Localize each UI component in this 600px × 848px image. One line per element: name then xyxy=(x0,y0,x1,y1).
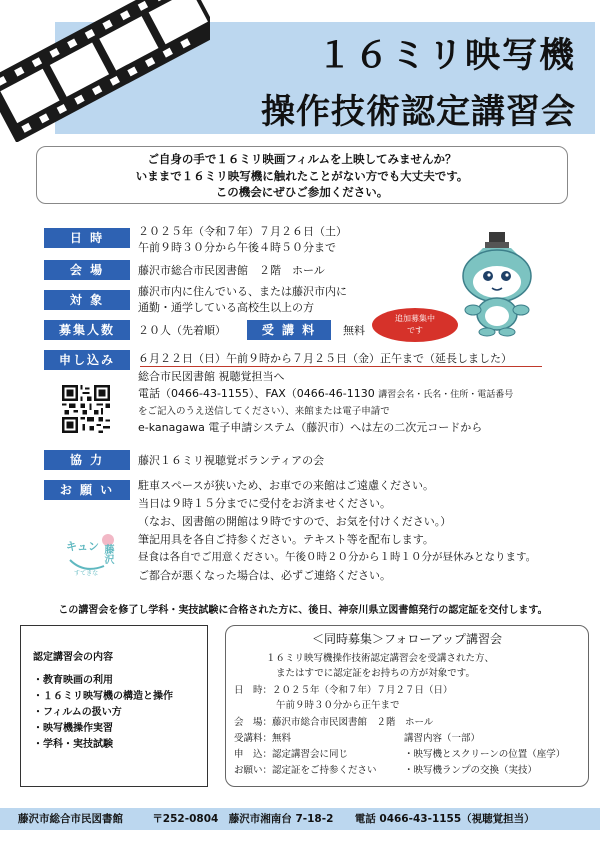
apply-line5: e-kanagawa 電子申請システム（藤沢市）へは左の二次元コードから xyxy=(138,421,483,434)
apply-line3 xyxy=(138,386,513,403)
fee-text: 無料 xyxy=(343,324,365,337)
request-line: （なお、図書館の開館は９時ですので、お気を付けください。） xyxy=(138,515,452,528)
venue-text: 藤沢市総合市民図書館 ２階 ホール xyxy=(138,264,325,277)
apply-line3-main: 電話（0466-43-1155）、FAX（0466-46-1130 xyxy=(138,387,375,400)
label-capacity: 募集人数 xyxy=(44,320,130,340)
intro-box xyxy=(36,146,568,204)
qr-code-icon[interactable] xyxy=(62,385,110,433)
intro-line: いままで１６ミリ映写機に触れたことがない方でも大丈夫です。 xyxy=(135,168,469,183)
apply-line2: 総合市民図書館 視聴覚担当へ xyxy=(138,370,285,383)
apply-line3-small: 講習会名・氏名・住所・電話番号 xyxy=(378,390,514,400)
label-target: 対 象 xyxy=(44,290,130,310)
request-line: 昼食は各自でご用意ください。午後０時２０分から１時１０分が昼休みとなります。 xyxy=(138,551,537,563)
footer xyxy=(0,808,600,830)
badge-line1: 追加募集中 xyxy=(395,314,435,323)
label-requests: お 願 い xyxy=(44,480,130,500)
followup-apply: 申 込：認定講習会に同じ xyxy=(234,749,349,760)
mascot-illustration xyxy=(455,230,539,338)
request-line: 筆記用具を各自ご持参ください。テキスト等を配布します。 xyxy=(138,533,434,546)
page-title-line1: １６ミリ映写機 xyxy=(316,36,576,76)
course-list xyxy=(33,673,173,753)
request-line: 駐車スペースが狭いため、お車での来館はご遠慮ください。 xyxy=(138,479,435,492)
film-strip-icon xyxy=(0,0,210,142)
date-line2: 午前９時３０分から午後４時５０分まで xyxy=(138,241,336,254)
followup-box xyxy=(225,625,589,787)
intro-line: ご自身の手で１６ミリ映画フィルムを上映してみませんか？ xyxy=(147,152,457,166)
capacity-text: ２０人（先着順） xyxy=(138,324,226,337)
kyun-sub-text: すてきな xyxy=(74,570,99,577)
kyun-fujisawa-logo xyxy=(64,530,122,578)
kyun-text: キュン xyxy=(66,540,99,553)
followup-desc2: またはすでに認定証をお持ちの方が対象です。 xyxy=(276,668,476,679)
label-cooperation: 協 力 xyxy=(44,450,130,470)
extra-recruitment-badge xyxy=(372,308,458,342)
list-item: ・学科・実技試験 xyxy=(33,739,113,750)
followup-date1: 日 時：２０２５年（令和７年）７月２７日（日） xyxy=(234,685,453,696)
request-line: ご都合が悪くなった場合は、必ずご連絡ください。 xyxy=(138,569,391,582)
footer-library-name: 藤沢市総合市民図書館 xyxy=(18,813,123,825)
followup-content-title: 講習内容（一部） xyxy=(404,733,481,744)
apply-line1: ６月２２日（日）午前９時から７月２５日（金）正午まで（延長しました） xyxy=(138,352,512,365)
badge-line2: です xyxy=(407,326,423,335)
label-venue: 会 場 xyxy=(44,260,130,280)
page-title-line2: 操作技術認定講習会 xyxy=(261,92,576,132)
target-line1: 藤沢市内に住んでいる、または藤沢市内に xyxy=(138,285,347,298)
kyun-fujisawa-text: 藤沢 xyxy=(102,544,113,564)
cooperation-text: 藤沢１６ミリ視聴覚ボランティアの会 xyxy=(138,454,325,467)
followup-desc1: １６ミリ映写機操作技術認定講習会を受講された方、 xyxy=(266,653,495,664)
target-line2: 通勤・通学している高校生以上の方 xyxy=(138,301,314,314)
intro-line: この機会にぜひご参加ください。 xyxy=(215,185,389,199)
followup-content1: ・映写機とスクリーンの位置（座学） xyxy=(404,749,566,760)
label-fee: 受 講 料 xyxy=(247,320,331,340)
followup-title: ＜同時募集＞フォローアップ講習会 xyxy=(312,632,502,646)
followup-venue: 会 場：藤沢市総合市民図書館 ２階 ホール xyxy=(234,717,434,728)
request-line: 当日は９時１５分までに受付をお済ませください。 xyxy=(138,497,391,510)
followup-fee: 受講料：無料 xyxy=(234,733,292,744)
course-content-box xyxy=(20,625,208,787)
course-box-title: 認定講習会の内容 xyxy=(33,652,113,663)
label-apply: 申し込み xyxy=(44,350,130,370)
apply-line4: をご記入のうえ送信してください）、来館または電子申請で xyxy=(138,406,390,417)
list-item: ・フィルムの扱い方 xyxy=(33,707,122,718)
followup-request: お願い：認定証をご持参ください xyxy=(234,765,377,776)
date-line1: ２０２５年（令和７年）７月２６日（土） xyxy=(138,225,347,238)
footer-phone: 電話 0466-43-1155（視聴覚担当） xyxy=(354,813,535,825)
list-item: ・１６ミリ映写機の構造と操作 xyxy=(33,691,173,702)
footer-address: 〒252-0804 藤沢市湘南台 7-18-2 xyxy=(152,813,334,825)
followup-date2: 午前９時３０分から正午まで xyxy=(276,700,400,711)
list-item: ・映写機操作実習 xyxy=(33,723,113,734)
followup-content2: ・映写機ランプの交換（実技） xyxy=(404,765,538,776)
label-date: 日 時 xyxy=(44,228,130,248)
list-item: ・教育映画の利用 xyxy=(33,675,113,686)
certificate-notice: この講習会を修了し学科・実技試験に合格された方に、後日、神奈川県立図書館発行の認定証を交付します。 xyxy=(58,605,548,616)
deadline-underline xyxy=(140,366,542,367)
